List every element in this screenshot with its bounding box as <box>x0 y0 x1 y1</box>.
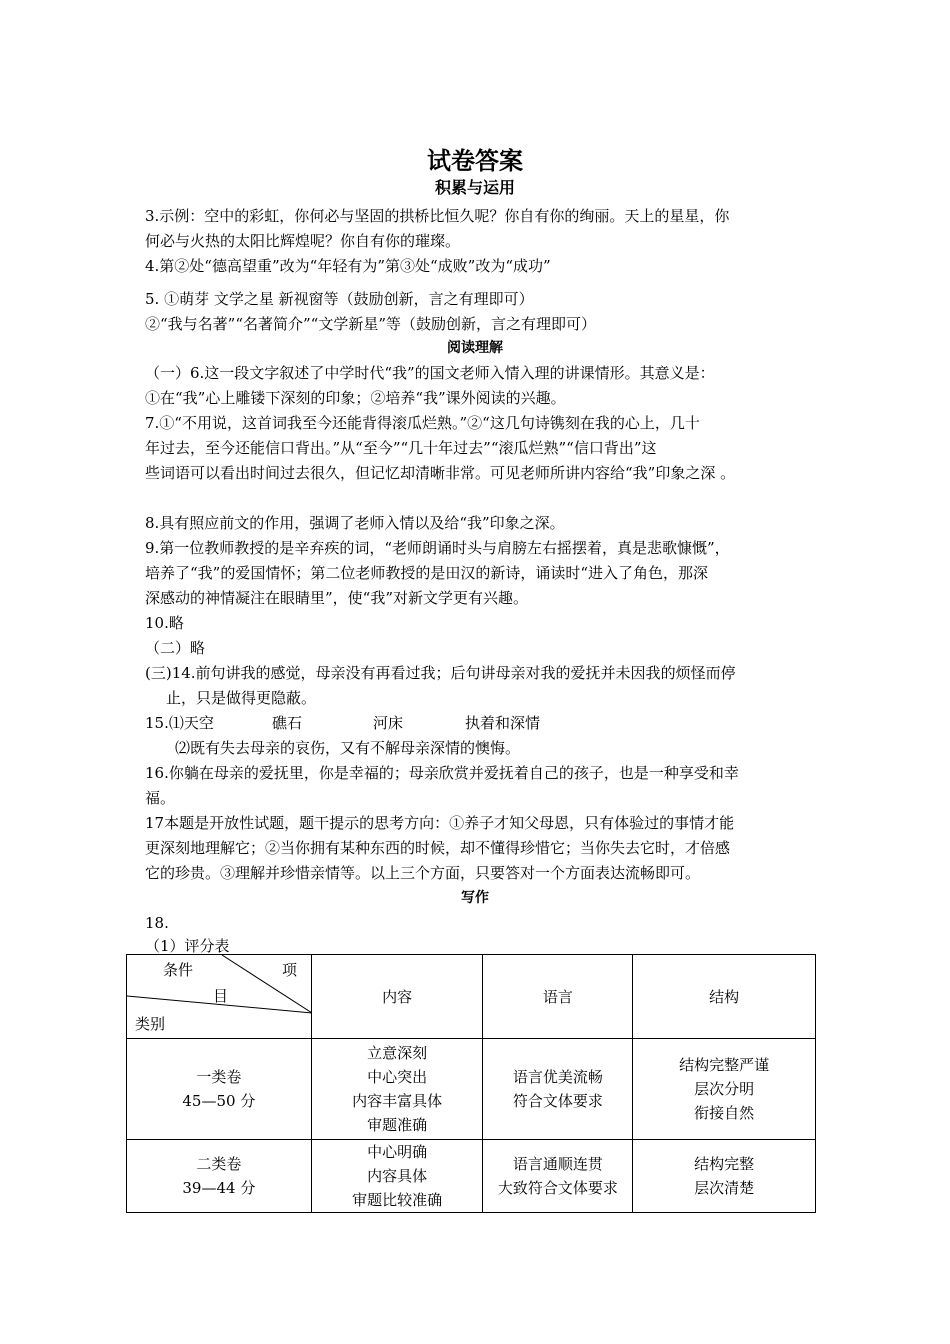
answer-q5-line1: 5. ①萌芽 文学之星 新视窗等（鼓励创新，言之有理即可） <box>145 290 534 308</box>
answer-q4: 4.第②处“德高望重”改为“年轻有为”第③处“成败”改为“成功” <box>145 257 551 275</box>
criterion-item: 中心突出 <box>367 1068 428 1086</box>
criterion-item: 大致符合文体要求 <box>497 1179 618 1197</box>
answer-q7-line1: 7.①“不用说，这首词我至今还能背得滚瓜烂熟。”②“这几句诗镌刻在我的心上，几十 <box>145 414 700 432</box>
header-label-category: 类别 <box>135 1015 166 1033</box>
answer-q18: 18. <box>145 914 169 932</box>
category-name: 一类卷 <box>196 1068 242 1086</box>
answer-q17-line3: 它的珍贵。③理解并珍惜亲情等。以上三个方面，只要答对一个方面表达流畅即可。 <box>145 864 701 882</box>
page-title: 试卷答案 <box>427 146 523 175</box>
section-heading-accumulation: 积累与运用 <box>434 178 515 197</box>
row2-category <box>127 1140 312 1213</box>
criterion-item: 内容具体 <box>367 1167 428 1185</box>
scoring-table <box>126 954 816 1213</box>
answer-q7-line3: 些词语可以看出时间过去很久，但记忆却清晰非常。可见老师所讲内容给“我”印象之深 。 <box>145 464 736 482</box>
answer-q15-item4: 执着和深情 <box>465 714 541 732</box>
criterion-item: 审题比较准确 <box>352 1191 443 1209</box>
answer-q17-line2: 更深刻地理解它；②当你拥有某种东西的时候，却不懂得珍惜它；当你失去它时，才倍感 <box>145 839 731 857</box>
answer-q10: 10.略 <box>145 614 184 632</box>
header-label-item-2: 目 <box>213 987 229 1005</box>
header-label-condition: 条件 <box>163 961 194 979</box>
criterion-item: 语言通顺连贯 <box>512 1155 603 1173</box>
scoring-table-caption: （1）评分表 <box>145 937 230 955</box>
table-row <box>127 1039 816 1140</box>
answer-q6-line1: （一）6.这一段文字叙述了中学时代“我”的国文老师入情入理的讲课情形。其意义是： <box>145 364 715 382</box>
criterion-item: 衔接自然 <box>694 1104 755 1122</box>
answer-q6-line2: ①在“我”心上雕镂下深刻的印象；②培养“我”课外阅读的兴趣。 <box>145 389 566 407</box>
criterion-item: 层次清楚 <box>694 1179 755 1197</box>
answer-q3-line1: 3.示例：空中的彩虹，你何必与坚固的拱桥比恒久呢？你自有你的绚丽。天上的星星，你 <box>145 207 730 225</box>
row2-content <box>311 1140 483 1213</box>
table-row <box>127 1140 816 1213</box>
header-structure: 结构 <box>633 955 816 1039</box>
answer-q9-line3: 深感动的神情凝注在眼睛里”，使“我”对新文学更有兴趣。 <box>145 589 529 607</box>
answer-q16-line1: 16.你躺在母亲的爱抚里，你是幸福的；母亲欣赏并爱抚着自己的孩子，也是一种享受和幸 <box>145 764 739 782</box>
header-content: 内容 <box>311 955 483 1039</box>
criterion-item: 符合文体要求 <box>512 1092 603 1110</box>
answer-q8: 8.具有照应前文的作用，强调了老师入情以及给“我”印象之深。 <box>145 514 565 532</box>
answer-q17-line1: 17本题是开放性试题，题干提示的思考方向：①养子才知父母恩，只有体验过的事情才能 <box>145 814 735 832</box>
category-score: 39—44 分 <box>182 1179 256 1197</box>
category-name: 二类卷 <box>196 1155 242 1173</box>
row1-category <box>127 1039 312 1140</box>
section-heading-writing: 写作 <box>461 890 489 906</box>
answer-q15-line2: ⑵既有失去母亲的哀伤，又有不解母亲深情的懊悔。 <box>175 739 521 757</box>
answer-q5-line2: ②“我与名著”“名著简介”“文学新星”等（鼓励创新，言之有理即可） <box>145 315 597 333</box>
row1-language <box>483 1039 633 1140</box>
row1-structure <box>633 1039 816 1140</box>
criterion-item: 审题准确 <box>367 1116 428 1134</box>
answer-q15-item3: 河床 <box>373 714 404 732</box>
criterion-item: 层次分明 <box>694 1080 755 1098</box>
category-score: 45—50 分 <box>182 1092 256 1110</box>
criterion-item: 立意深刻 <box>367 1044 428 1062</box>
row2-structure <box>633 1140 816 1213</box>
answer-q15-item2: 礁石 <box>272 714 303 732</box>
criterion-item: 内容丰富具体 <box>352 1092 443 1110</box>
answer-q7-line2: 年过去，至今还能信口背出。”从“至今”“几十年过去”“滚瓜烂熟”“信口背出”这 <box>145 439 657 457</box>
answer-q15-item1: 15.⑴天空 <box>145 714 214 732</box>
answer-q14-line1: (三)14.前句讲我的感觉，母亲没有再看过我；后句讲母亲对我的爱抚并未因我的烦怪而停 <box>145 664 736 682</box>
answer-q16-line2: 福。 <box>145 789 176 807</box>
criterion-item: 结构完整 <box>694 1155 755 1173</box>
answer-q14-line2: 止，只是做得更隐蔽。 <box>166 689 317 707</box>
header-language: 语言 <box>483 955 633 1039</box>
criterion-item: 中心明确 <box>367 1143 428 1161</box>
answer-q3-line2: 何必与火热的太阳比辉煌呢？你自有你的璀璨。 <box>145 232 461 250</box>
criterion-item: 语言优美流畅 <box>512 1068 603 1086</box>
criterion-item: 结构完整严谨 <box>679 1056 770 1074</box>
diagonal-header-cell <box>127 955 312 1039</box>
answer-q9-line1: 9.第一位教师教授的是辛弃疾的词，“老师朗诵时头与肩膀左右摇摆着，真是悲歌慷慨”， <box>145 539 730 557</box>
row1-content <box>311 1039 483 1140</box>
answer-part2: （二）略 <box>145 639 206 657</box>
section-heading-reading: 阅读理解 <box>447 340 503 356</box>
answer-q9-line2: 培养了“我”的爱国情怀；第二位老师教授的是田汉的新诗，诵读时“进入了角色，那深 <box>145 564 709 582</box>
row2-language <box>483 1140 633 1213</box>
header-label-item-1: 项 <box>282 961 298 979</box>
table-header-row <box>127 955 816 1039</box>
